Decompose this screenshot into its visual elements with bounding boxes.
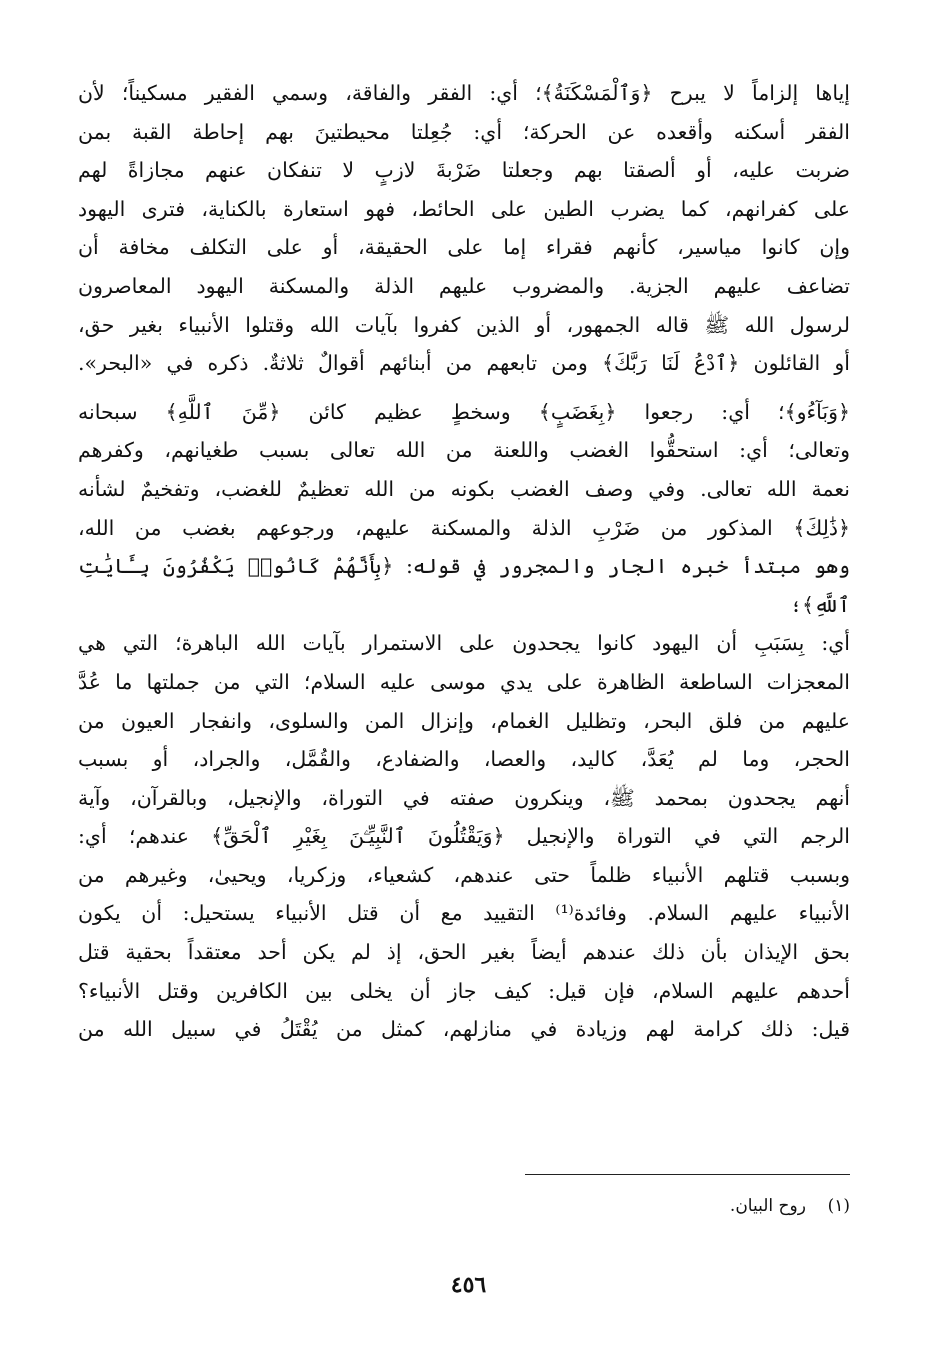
text-line: وبسبب قتلهم الأنبياء ظلماً حتى عندهم، كشعياء، وزكريا، ويحيىٰ، وغيرهم من (78, 862, 850, 887)
footnote (730, 1194, 850, 1218)
text-line: أو القائلون ﴿ٱدْعُ لَنَا رَبَّكَ﴾ ومن تابعهم من أبنائهم أقوالٌ ثلاثةٌ. ذكره في «البحر». (78, 351, 850, 376)
paragraph-2 (78, 393, 850, 1049)
page-body (78, 74, 850, 1049)
text-line: ضربت عليه، أو ألصقتا بهم وجعلتا ضَرْبةَ لازبٍ لا تنفكان عنهم مجازاةً لهم (78, 158, 850, 183)
text-line: لرسول الله ﷺ قاله الجمهور، أو الذين كفروا بآيات الله وقتلوا الأنبياء بغير حق، (78, 312, 850, 337)
footnote-text: روح البيان. (729, 1196, 806, 1216)
text-line: أنهم يجحدون بمحمد ﷺ، وينكرون صفته في التوراة، والإنجيل، وبالقرآن، وآية (78, 785, 850, 810)
text-line: تضاعف عليهم الجزية. والمضروب عليهم الذلة والمسكنة اليهود المعاصرون (78, 273, 850, 298)
text-line: ﴿ذَٰلِكَ﴾ المذكور من ضَرْبِ الذلة والمسكنة عليهم، ورجوعهم بغضب من الله، (78, 515, 850, 540)
text-line: المعجزات الساطعة الظاهرة على يدي موسى عليه السلام؛ التي من جملتها ما عُدَّ (78, 669, 850, 694)
footnote-divider (525, 1174, 850, 1175)
text-line: الحجر، وما لم يُعَدَّ، كاليد، والعصا، والضفادع، والقُمَّل، والجراد، أو بسبب (78, 747, 850, 772)
text-line: ﴿وَبَآءُو﴾؛ أي: رجعوا ﴿بِغَضَبٍ﴾ وسخطٍ عظيم كائن ﴿مِّنَ ٱللَّهِ﴾ سبحانه (78, 399, 850, 424)
text-line: الفقر أسكنه وأقعده عن الحركة؛ أي: جُعِلتا محيطتينَ بهم إحاطة القبة بمن (78, 119, 850, 144)
text-line: الرجم التي في التوراة والإنجيل ﴿وَيَقْتُلُونَ ٱلنَّبِيِّـۧنَ بِغَيْرِ ٱلْحَقِّ﴾ عندهم؛ أي: (78, 824, 850, 849)
text-line: إياها إلزاماً لا يبرح ﴿وَٱلْمَسْكَنَةُ﴾؛ أي: الفقر والفاقة، وسمي الفقير مسكيناً؛ لأن (78, 81, 850, 105)
text-line: عليهم من فلق البحر، وتظليل الغمام، وإنزال المن والسلوى، وانفجار العيون من (78, 708, 850, 733)
text-line: أحدهم عليهم السلام، فإن قيل: كيف جاز أن يخلى بين الكافرين وقتل الأنبياء؟ (78, 978, 850, 1003)
page-number: ٤٥٦ (450, 1272, 487, 1298)
text-line: قيل: ذلك كرامة لهم وزيادة في منازلهم، كمثل من يُقْتَلُ في سبيل الله من (78, 1017, 850, 1042)
text-line: بحق الإيذان بأن ذلك عندهم أيضاً بغير الحق، إذ لم يكن أحد معتقداً بحقية قتل (78, 940, 850, 965)
text-line: نعمة الله تعالى. وفي وصف الغضب بكونه من الله تعظيمٌ للغضب، وتفخيمٌ لشأنه (78, 476, 850, 501)
footnote-marker: (١) (827, 1196, 850, 1216)
text-line: وإن كانوا مياسير، كأنهم فقراء إما على الحقيقة، أو على التكلف مخافة أن (78, 235, 850, 260)
text-line: وتعالى؛ أي: استحقُّوا الغضب واللعنة من الله تعالى بسبب طغيانهم، وكفرهم (78, 438, 850, 463)
text-line: الأنبياء عليهم السلام. وفائدة⁽¹⁾ التقييد مع أن قتل الأنبياء يستحيل: أن يكون (78, 901, 850, 926)
text-line: وهو مبتدأ خبره الجار والمجرور في قوله: ﴿بِأَنَّهُمْ كَانُوا۟ يَكْفُرُونَ بِـَٔايَٰتِ ٱللَّهِ﴾؛ (78, 554, 850, 617)
paragraph-1 (78, 74, 850, 383)
text-line: على كفرانهم، كما يضرب الطين على الحائط، فهو استعارة بالكناية، فترى اليهود (78, 196, 850, 221)
text-line: أي: بِسَبَبِ أن اليهود كانوا يجحدون على الاستمرار بآيات الله الباهرة؛ التي هي (78, 631, 850, 656)
